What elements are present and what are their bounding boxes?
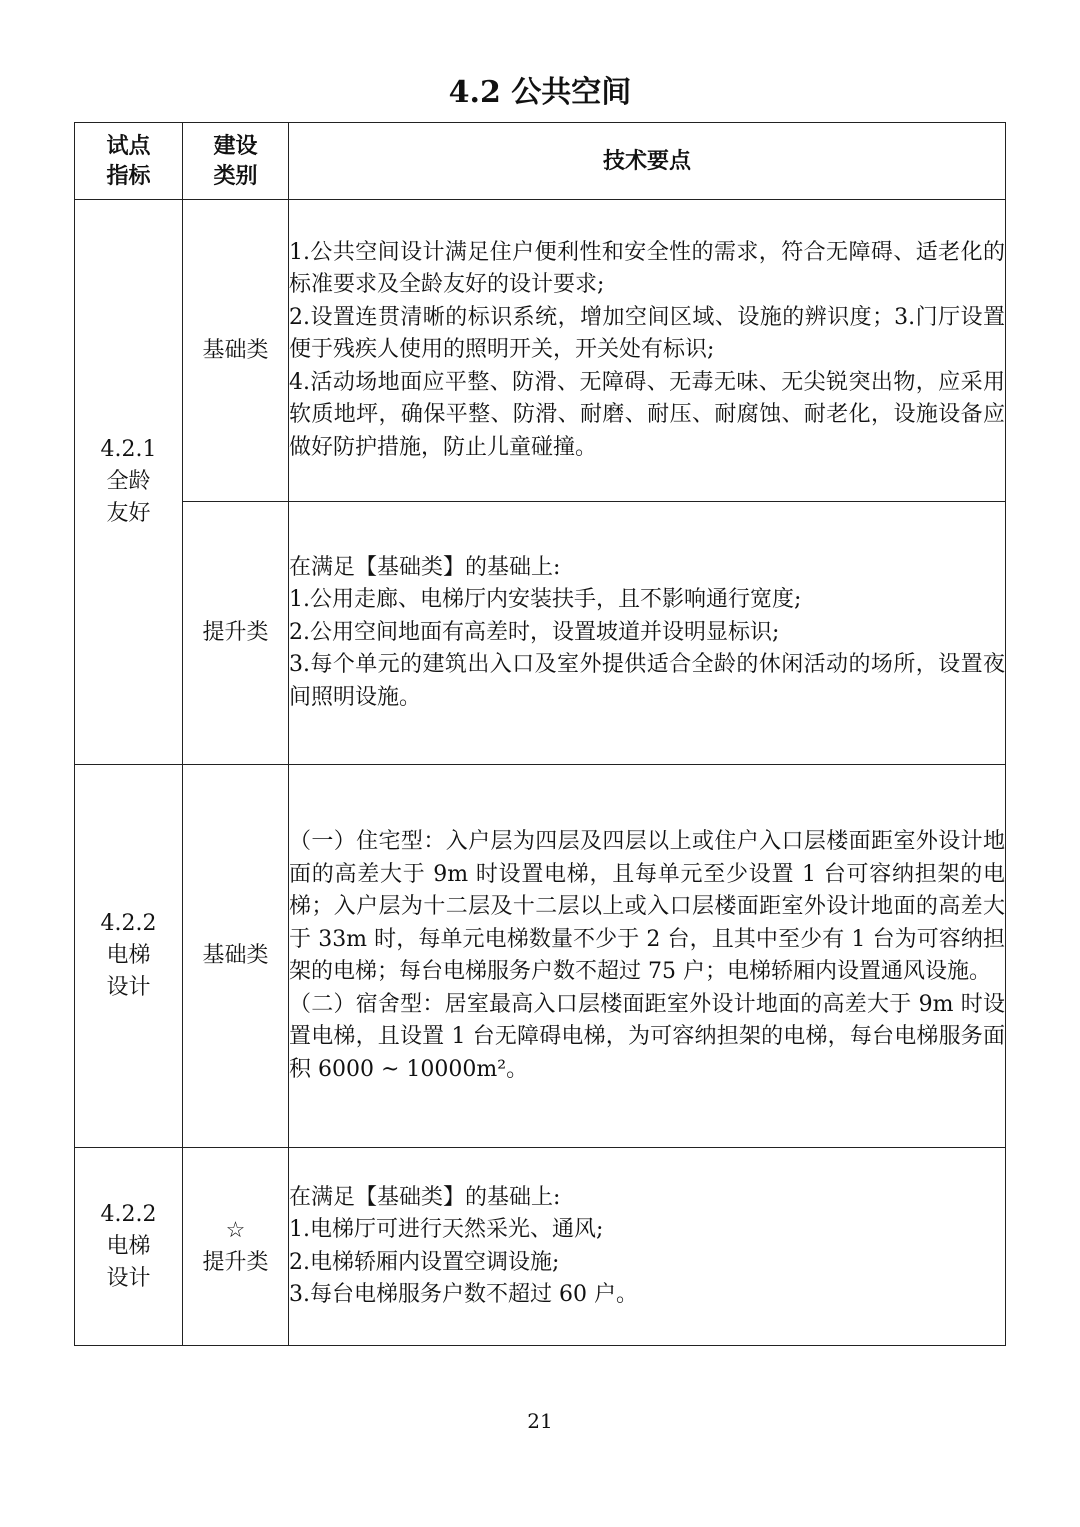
points-cell: 1.公共空间设计满足住户便利性和安全性的需求，符合无障碍、适老化的标准要求及全龄友好的设计要求; 2.设置连贯清晰的标识系统，增加空间区域、设施的辨识度；3.门厅设置便于残疾人使用的照明开关，开关处有标识; 4.活动场地面应平整、防滑、无障碍、无毒无味、无尖锐突出物，应采用软质地坪，确保平整、防滑、耐磨、耐压、耐腐蚀、耐老化，设施设备应做好防护措施，防止儿童碰撞。 — [289, 200, 1006, 502]
table-row — [75, 1148, 1006, 1346]
header-indicator: 试点 指标 — [75, 123, 183, 200]
points-cell: 在满足【基础类】的基础上: 1.电梯厅可进行天然采光、通风; 2.电梯轿厢内设置空调设施; 3.每台电梯服务户数不超过 60 户。 — [289, 1148, 1006, 1346]
technical-points-table — [74, 122, 1006, 1346]
indicator-cell: 4.2.2 电梯 设计 — [75, 1148, 183, 1346]
indicator-cell: 4.2.1 全龄 友好 — [75, 200, 183, 765]
table-row — [75, 502, 1006, 765]
category-cell: 基础类 — [183, 200, 289, 502]
header-category: 建设 类别 — [183, 123, 289, 200]
table-row — [75, 765, 1006, 1148]
category-cell: ☆ 提升类 — [183, 1148, 289, 1346]
page-title: 4.2 公共空间 — [448, 75, 632, 110]
category-cell: 基础类 — [183, 765, 289, 1148]
table-row — [75, 200, 1006, 502]
table-header-row — [75, 123, 1006, 200]
star-icon: ☆ — [225, 1217, 246, 1243]
header-technical-points: 技术要点 — [289, 123, 1006, 200]
page-number: 21 — [527, 1409, 553, 1433]
points-cell: （一）住宅型：入户层为四层及四层以上或住户入口层楼面距室外设计地面的高差大于 9m 时设置电梯，且每单元至少设置 1 台可容纳担架的电梯；入户层为十二层及十二层以上或入口层楼面距室外设计地面的高差大于 33m 时，每单元电梯数量不少于 2 台，且其中至少有 1 台为可容纳担架的电梯；每台电梯服务户数不超过 75 户；电梯轿厢内设置通风设施。 （二）宿舍型：居室最高入口层楼面距室外设计地面的高差大于 9m 时设置电梯，且设置 1 台无障碍电梯，为可容纳担架的电梯，每台电梯服务面积 6000 ~ 10000m²。 — [289, 765, 1006, 1148]
category-cell: 提升类 — [183, 502, 289, 765]
indicator-cell: 4.2.2 电梯 设计 — [75, 765, 183, 1148]
points-cell: 在满足【基础类】的基础上: 1.公用走廊、电梯厅内安装扶手，且不影响通行宽度; 2.公用空间地面有高差时，设置坡道并设明显标识; 3.每个单元的建筑出入口及室外提供适合全龄的休闲活动的场所，设置夜间照明设施。 — [289, 502, 1006, 765]
